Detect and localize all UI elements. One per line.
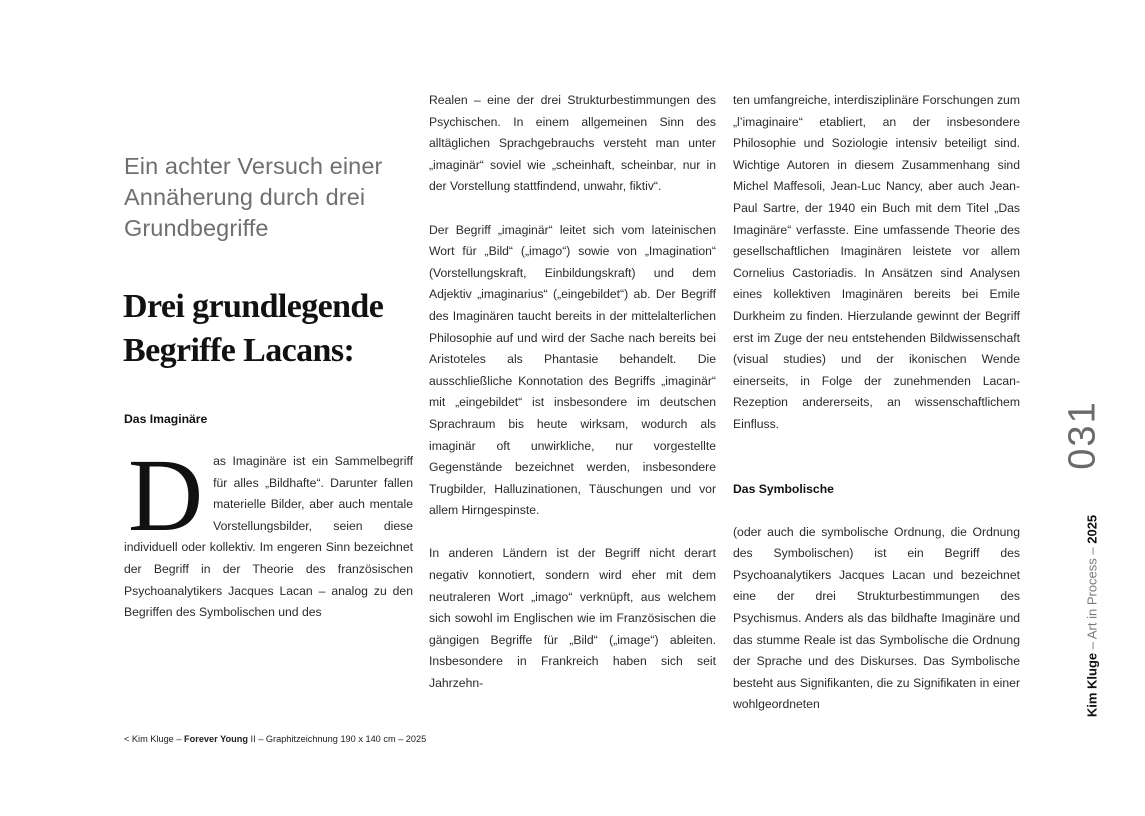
running-head-series: – Art in Process –	[1084, 543, 1100, 653]
running-head	[1080, 496, 1104, 736]
running-head-year: 2025	[1084, 514, 1100, 544]
image-caption	[124, 734, 426, 744]
column-1-body	[124, 438, 413, 624]
intro-title-line-2: Annäherung durch drei	[124, 184, 366, 210]
caption-suffix: II – Graphitzeichnung 190 x 140 cm – 2025	[248, 734, 427, 744]
page-number	[1061, 400, 1104, 470]
column-3-body	[733, 90, 1020, 716]
imaginary-paragraph-5: ten umfangreiche, interdisziplinäre Forschungen zum „l’imaginaire“ etabliert, an der insbesondere Philosophie und Soziologie intensiv beteiligt sind. Wichtige Autoren in diesem Zusammenhang sind Michel Maffesoli, Jean-Luc Nancy, aber auch Jean-Paul Sartre, der 1940 ein Buch mit dem Titel „Das Imaginäre“ verfasste. Eine umfassende Theorie des gesellschaftlichen Imaginären leistete vor allem Cornelius Castoriadis. In Ansätzen sind Analysen eines kollektiven Imaginären bereits bei Emile Durkheim zu finden. Hierzulande gewinnt der Begriff erst im Zuge der neu entstehenden Bildwissenschaft (visual studies) und der ikonischen Wende einerseits, in Folge der zunehmenden Lacan-Rezeption andererseits, an wissenschaftlichem Einfluss.	[733, 93, 1020, 431]
page-number-text: 031	[1061, 400, 1104, 470]
imaginary-paragraph-2: Realen – eine der drei Strukturbestimmungen des Psychischen. In einem allgemeinen Sinn des alltäglichen Sprachgebrauchs versteht man unter „imaginär“ soviel wie „scheinhaft, scheinbar, nur in der Vorstellung stattfindend, unwahr, fiktiv“.	[429, 93, 716, 194]
drop-cap: D	[128, 438, 204, 553]
caption-prefix: < Kim Kluge –	[124, 734, 185, 744]
headline-line-2: Begriffe Lacans:	[123, 332, 355, 369]
caption-work-title: Forever Young	[184, 734, 248, 744]
running-head-text	[1085, 515, 1100, 717]
headline-line-1: Drei grundlegende	[123, 288, 384, 325]
imaginary-paragraph-3: Der Begriff „imaginär“ leitet sich vom lateinischen Wort für „Bild“ („imago“) sowie von „Imagination“ (Vorstellungskraft, Einbildungskraft) und dem Adjektiv „imaginarius“ („eingebildet“) ab. Der Begriff des Imaginären taucht bereits in der mittelalterlichen Philosophie auf und wird der Sache nach bereits bei Aristoteles als Phantasie behandelt. Die ausschließliche Konnotation des Begriffs „imaginär“ mit „eingebildet“ ist insbesondere im deutschen Sprachraum bis heute wirksam, wodurch als imaginär oft unwirkliche, nur vorgestellte Gegenstände bezeichnet werden, insbesondere Trugbilder, Halluzinationen, Täuschungen und vor allem Hirngespinste.	[429, 222, 716, 518]
section-heading-imaginary: Das Imaginäre	[124, 412, 208, 426]
imaginary-paragraph-4: In anderen Ländern ist der Begriff nicht derart negativ konnotiert, sondern wird eher mit dem neutraleren Wort „imago“ verknüpft, aus welchem sich sowohl im Englischen wie im Französischen die gängigen Begriffe für „Bild“ („image“) ableiten. Insbesondere in Frankreich haben sich seit Jahrzehn-	[429, 546, 716, 691]
imaginary-paragraph-1: as Imaginäre ist ein Sammelbegriff für alles „Bildhafte“. Darunter fallen materielle Bilder, aber auch mentale Vorstellungsbilder, seien diese individuell oder kollektiv. Im engeren Sinn bezeichnet der Begriff in der Theorie des französischen Psychoanalytikers Jacques Lacan – analog zu den Begriffen des Symbolischen und des	[124, 454, 413, 620]
column-2-body	[429, 90, 716, 695]
intro-title-line-3: Grundbegriffe	[124, 215, 269, 241]
running-head-author: Kim Kluge	[1084, 652, 1100, 718]
symbolic-paragraph-1: (oder auch die symbolische Ordnung, die Ordnung des Symbolischen) ist ein Begriff des Psychoanalytikers Jacques Lacan und bezeichnet eine der drei Strukturbestimmungen des Psychismus. Anders als das bildhafte Imaginäre und das stumme Reale ist das Symbolische die Ordnung der Sprache und des Diskurses. Das Symbolische besteht aus Signifikanten, die zu Signifikaten in einer wohlgeordneten	[733, 524, 1020, 712]
headline	[123, 285, 423, 373]
intro-title-line-1: Ein achter Versuch einer	[124, 153, 383, 179]
section-heading-symbolic: Das Symbolische	[733, 481, 834, 496]
intro-title	[124, 151, 414, 244]
